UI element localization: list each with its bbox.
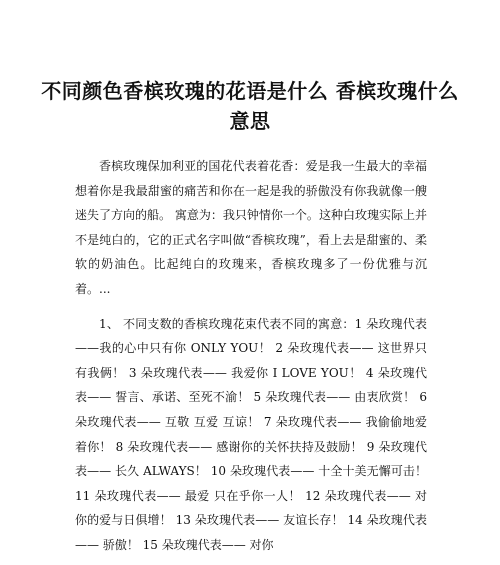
document-body [75,154,427,558]
paragraph-rose-counts: 1、 不同支数的香槟玫瑰花束代表不同的寓意：1 朵玫瑰代表——我的心中只有你 ONLY YOU！ 2 朵玫瑰代表—— 这世界只有我俩！ 3 朵玫瑰代表—— 我爱你 I LOVE YOU！ 4 朵玫瑰代表—— 誓言、承诺、至死不渝！ 5 朵玫瑰代表—— 由衷欣赏！ 6 朵玫瑰代表—— 互敬 互爱 互谅！ 7 朵玫瑰代表—— 我偷偷地爱着你！ 8 朵玫瑰代表—— 感谢你的关怀扶持及鼓励！ 9 朵玫瑰代表—— 长久 ALWAYS！ 10 朵玫瑰代表—— 十全十美无懈可击！ 11 朵玫瑰代表—— 最爱 只在乎你一人！ 12 朵玫瑰代表—— 对你的爱与日俱增！ 13 朵玫瑰代表—— 友谊长存！ 14 朵玫瑰代表—— 骄傲！ 15 朵玫瑰代表—— 对你 [75,316,427,552]
paragraph-intro: 香槟玫瑰保加利亚的国花代表着花香：爱是我一生最大的幸福想着你是我最甜蜜的痛苦和你在一起是我的骄傲没有你我就像一艘迷失了方向的船。 寓意为：我只钟情你一个。这种白玫瑰实际上并不是纯白的，它的正式名字叫做“香槟玫瑰”，看上去是甜蜜的、柔软的奶油色。比起纯白的玫瑰来，香槟玫瑰多了一份优雅与沉着。... [75,159,427,296]
paragraph-spacer [75,302,427,312]
document-title: 不同颜色香槟玫瑰的花语是什么 香槟玫瑰什么意思 [41,79,459,133]
